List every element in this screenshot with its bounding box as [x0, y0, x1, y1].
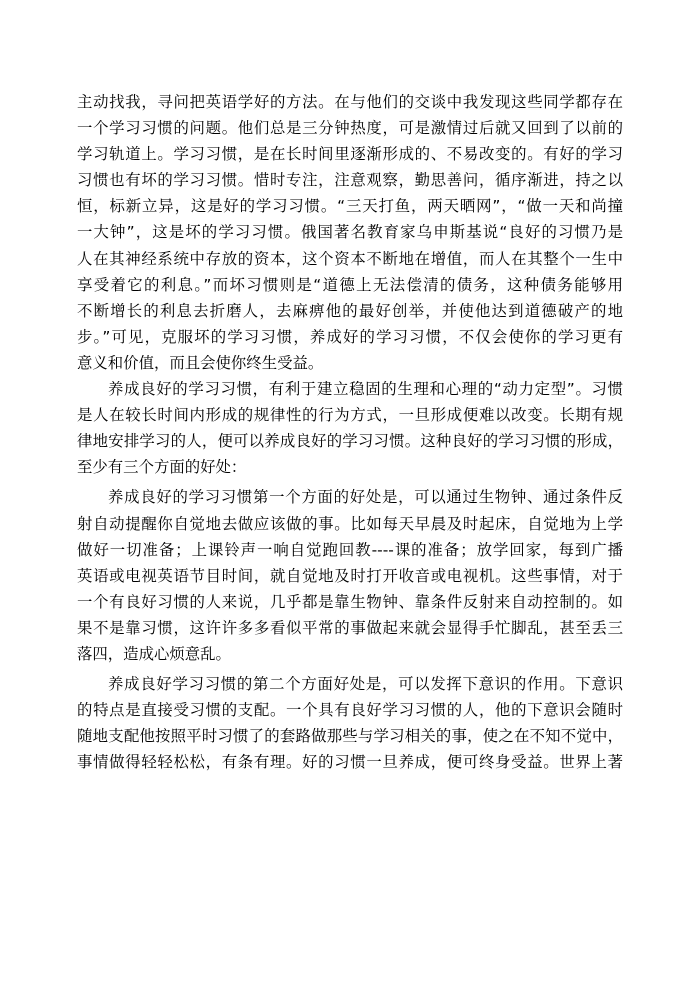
text-line: 恒，标新立异，这是好的学习习惯。“三天打鱼，两天晒网”，“做一天和尚撞	[77, 197, 623, 216]
text-line: 果不是靠习惯，这许许多多看似平常的事做起来就会显得手忙脚乱，甚至丢三	[77, 618, 623, 637]
text-line: 至少有三个方面的好处：	[77, 458, 247, 477]
text-line: 是人在较长时间内形成的规律性的行为方式，一旦形成便难以改变。长期有规	[77, 406, 623, 425]
text-line: 做好一切准备；上课铃声一响自觉跑回教----课的准备；放学回家，每到广播	[77, 540, 623, 559]
text-line: 人在其神经系统中存放的资本，这个资本不断地在增值，而人在其整个一生中	[77, 249, 623, 268]
text-line: 律地安排学习的人，便可以养成良好的学习习惯。这种良好的学习习惯的形成，	[77, 432, 623, 451]
text-line: 一个有良好习惯的人来说，几乎都是靠生物钟、靠条件反射来自动控制的。如	[77, 592, 623, 611]
text-line: 不断增长的利息去折磨人，去麻痹他的最好创举，并使他达到道德破产的地	[77, 301, 623, 320]
text-line: 习惯也有坏的学习习惯。惜时专注，注意观察，勤思善问，循序渐进，持之以	[77, 171, 623, 190]
text-line: 事情做得轻轻松松，有条有理。好的习惯一旦养成，便可终身受益。世界上著	[77, 753, 623, 772]
paragraph-2	[77, 376, 623, 480]
article-body	[77, 89, 623, 775]
text-line: 学习轨道上。学习习惯，是在长时间里逐渐形成的、不易改变的。有好的学习	[77, 145, 623, 164]
text-line: 意义和价值，而且会使你终生受益。	[77, 353, 324, 372]
text-line: 的特点是直接受习惯的支配。一个具有良好学习习惯的人，他的下意识会随时	[77, 701, 623, 720]
text-line: 一个学习习惯的问题。他们总是三分钟热度，可是激情过后就又回到了以前的	[77, 119, 623, 138]
text-line: 主动找我，寻问把英语学好的方法。在与他们的交谈中我发现这些同学都存在	[77, 93, 623, 111]
text-line: 享受着它的利息。”而坏习惯则是“道德上无法偿清的债务，这种债务能够用	[77, 275, 623, 294]
paragraph-1	[77, 89, 623, 376]
text-line: 一大钟”，这是坏的学习习惯。俄国著名教育家乌申斯基说“良好的习惯乃是	[77, 223, 623, 242]
text-line: 落四，造成心烦意乱。	[77, 644, 231, 663]
text-line: 步。”可见，克服坏的学习习惯，养成好的学习习惯，不仅会使你的学习更有	[77, 327, 623, 346]
text-line: 英语或电视英语节目时间，就自觉地及时打开收音或电视机。这些事情，对于	[77, 566, 623, 585]
text-line: 射自动提醒你自觉地去做应该做的事。比如每天早晨及时起床，自觉地为上学	[77, 514, 623, 533]
text-line: 养成良好的学习习惯，有利于建立稳固的生理和心理的“动力定型”。习惯	[108, 380, 623, 399]
paragraph-3	[77, 484, 623, 667]
text-line: 随地支配他按照平时习惯了的套路做那些与学习相关的事，使之在不知不觉中，	[77, 727, 623, 746]
text-line: 养成良好的学习习惯第一个方面的好处是，可以通过生物钟、通过条件反	[108, 488, 623, 507]
text-line: 养成良好学习习惯的第二个方面好处是，可以发挥下意识的作用。下意识	[108, 675, 623, 694]
paragraph-4	[77, 671, 623, 775]
